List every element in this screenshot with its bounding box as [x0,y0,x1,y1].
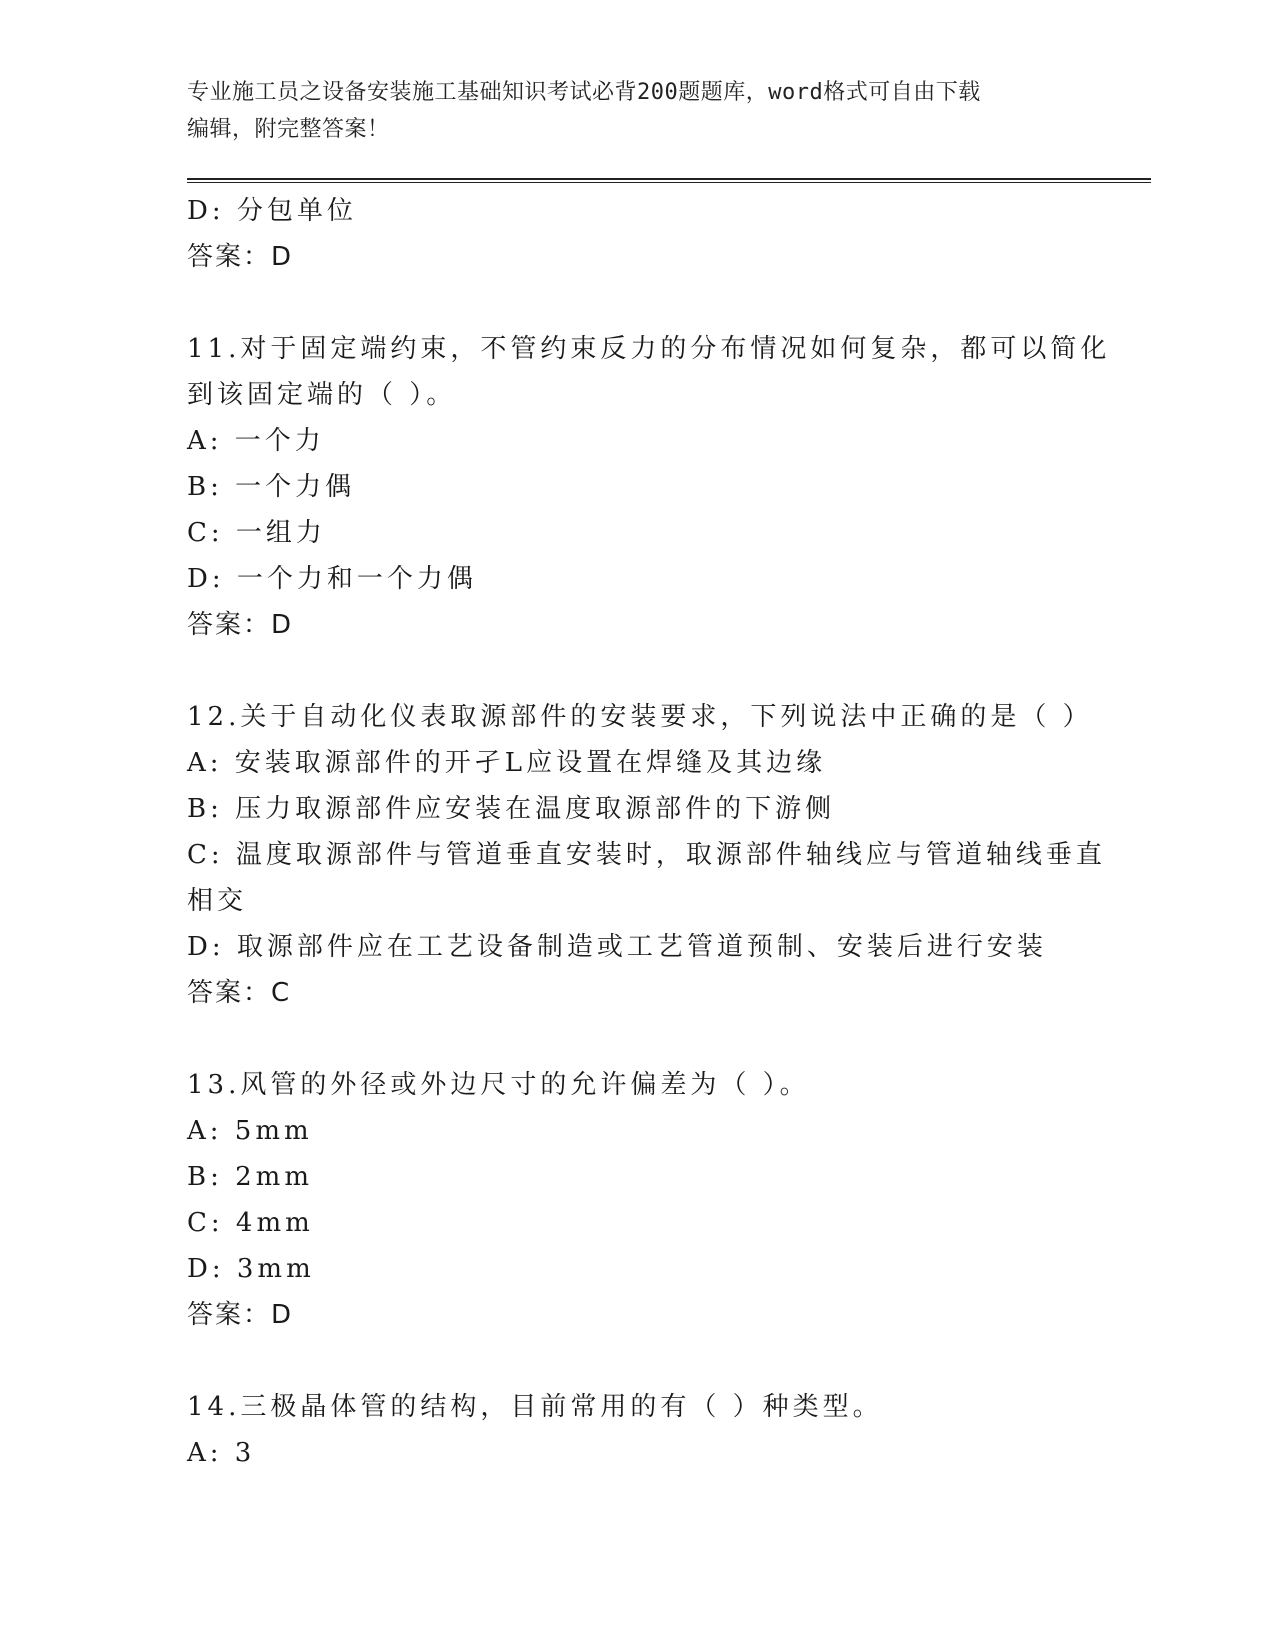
option-a: A: 一个力 [187,426,325,456]
header-divider [187,178,1151,183]
header-line-2: 编辑，附完整答案！ [187,117,390,142]
option-a: A: 5mm [187,1116,313,1146]
option-d: D: 取源部件应在工艺设备制造或工艺管道预制、安装后进行安装 [187,932,1047,962]
answer: 答案：D [187,610,294,640]
option-b: B: 一个力偶 [187,472,356,502]
option-b: B: 压力取源部件应安装在温度取源部件的下游侧 [187,794,836,824]
option-c: C: 一组力 [187,518,326,548]
question-14 [187,1384,1087,1476]
question-10-tail [187,188,1087,280]
question-stem: 14.三极晶体管的结构，目前常用的有（ ）种类型。 [187,1392,883,1422]
header-line-1: 专业施工员之设备安装施工基础知识考试必背200题题库，word格式可自由下载 [187,80,981,105]
option-c-cont: 相交 [187,886,248,916]
option-c: C: 温度取源部件与管道垂直安装时，取源部件轴线应与管道轴线垂直 [187,840,1106,870]
question-11 [187,326,1111,648]
option-b: B: 2mm [187,1162,313,1192]
option-a: A: 3 [187,1438,256,1468]
option-d: D: 分包单位 [187,196,357,226]
answer: 答案：C [187,978,292,1008]
option-a: A: 安装取源部件的开孑L应设置在焊缝及其边缘 [187,748,827,778]
question-13 [187,1062,1087,1338]
answer: 答案：D [187,242,294,272]
question-stem: 12.关于自动化仪表取源部件的安装要求，下列说法中正确的是（ ） [187,702,1093,732]
option-c: C: 4mm [187,1208,314,1238]
question-list [187,188,1111,1476]
option-d: D: 3mm [187,1254,315,1284]
question-stem-cont: 到该固定端的（ ）。 [187,380,457,410]
page-header [187,74,1087,148]
question-12 [187,694,1106,1016]
option-d: D: 一个力和一个力偶 [187,564,477,594]
question-stem: 13.风管的外径或外边尺寸的允许偏差为（ ）。 [187,1070,810,1100]
answer: 答案：D [187,1300,294,1330]
question-stem: 11.对于固定端约束，不管约束反力的分布情况如何复杂，都可以简化 [187,334,1111,364]
